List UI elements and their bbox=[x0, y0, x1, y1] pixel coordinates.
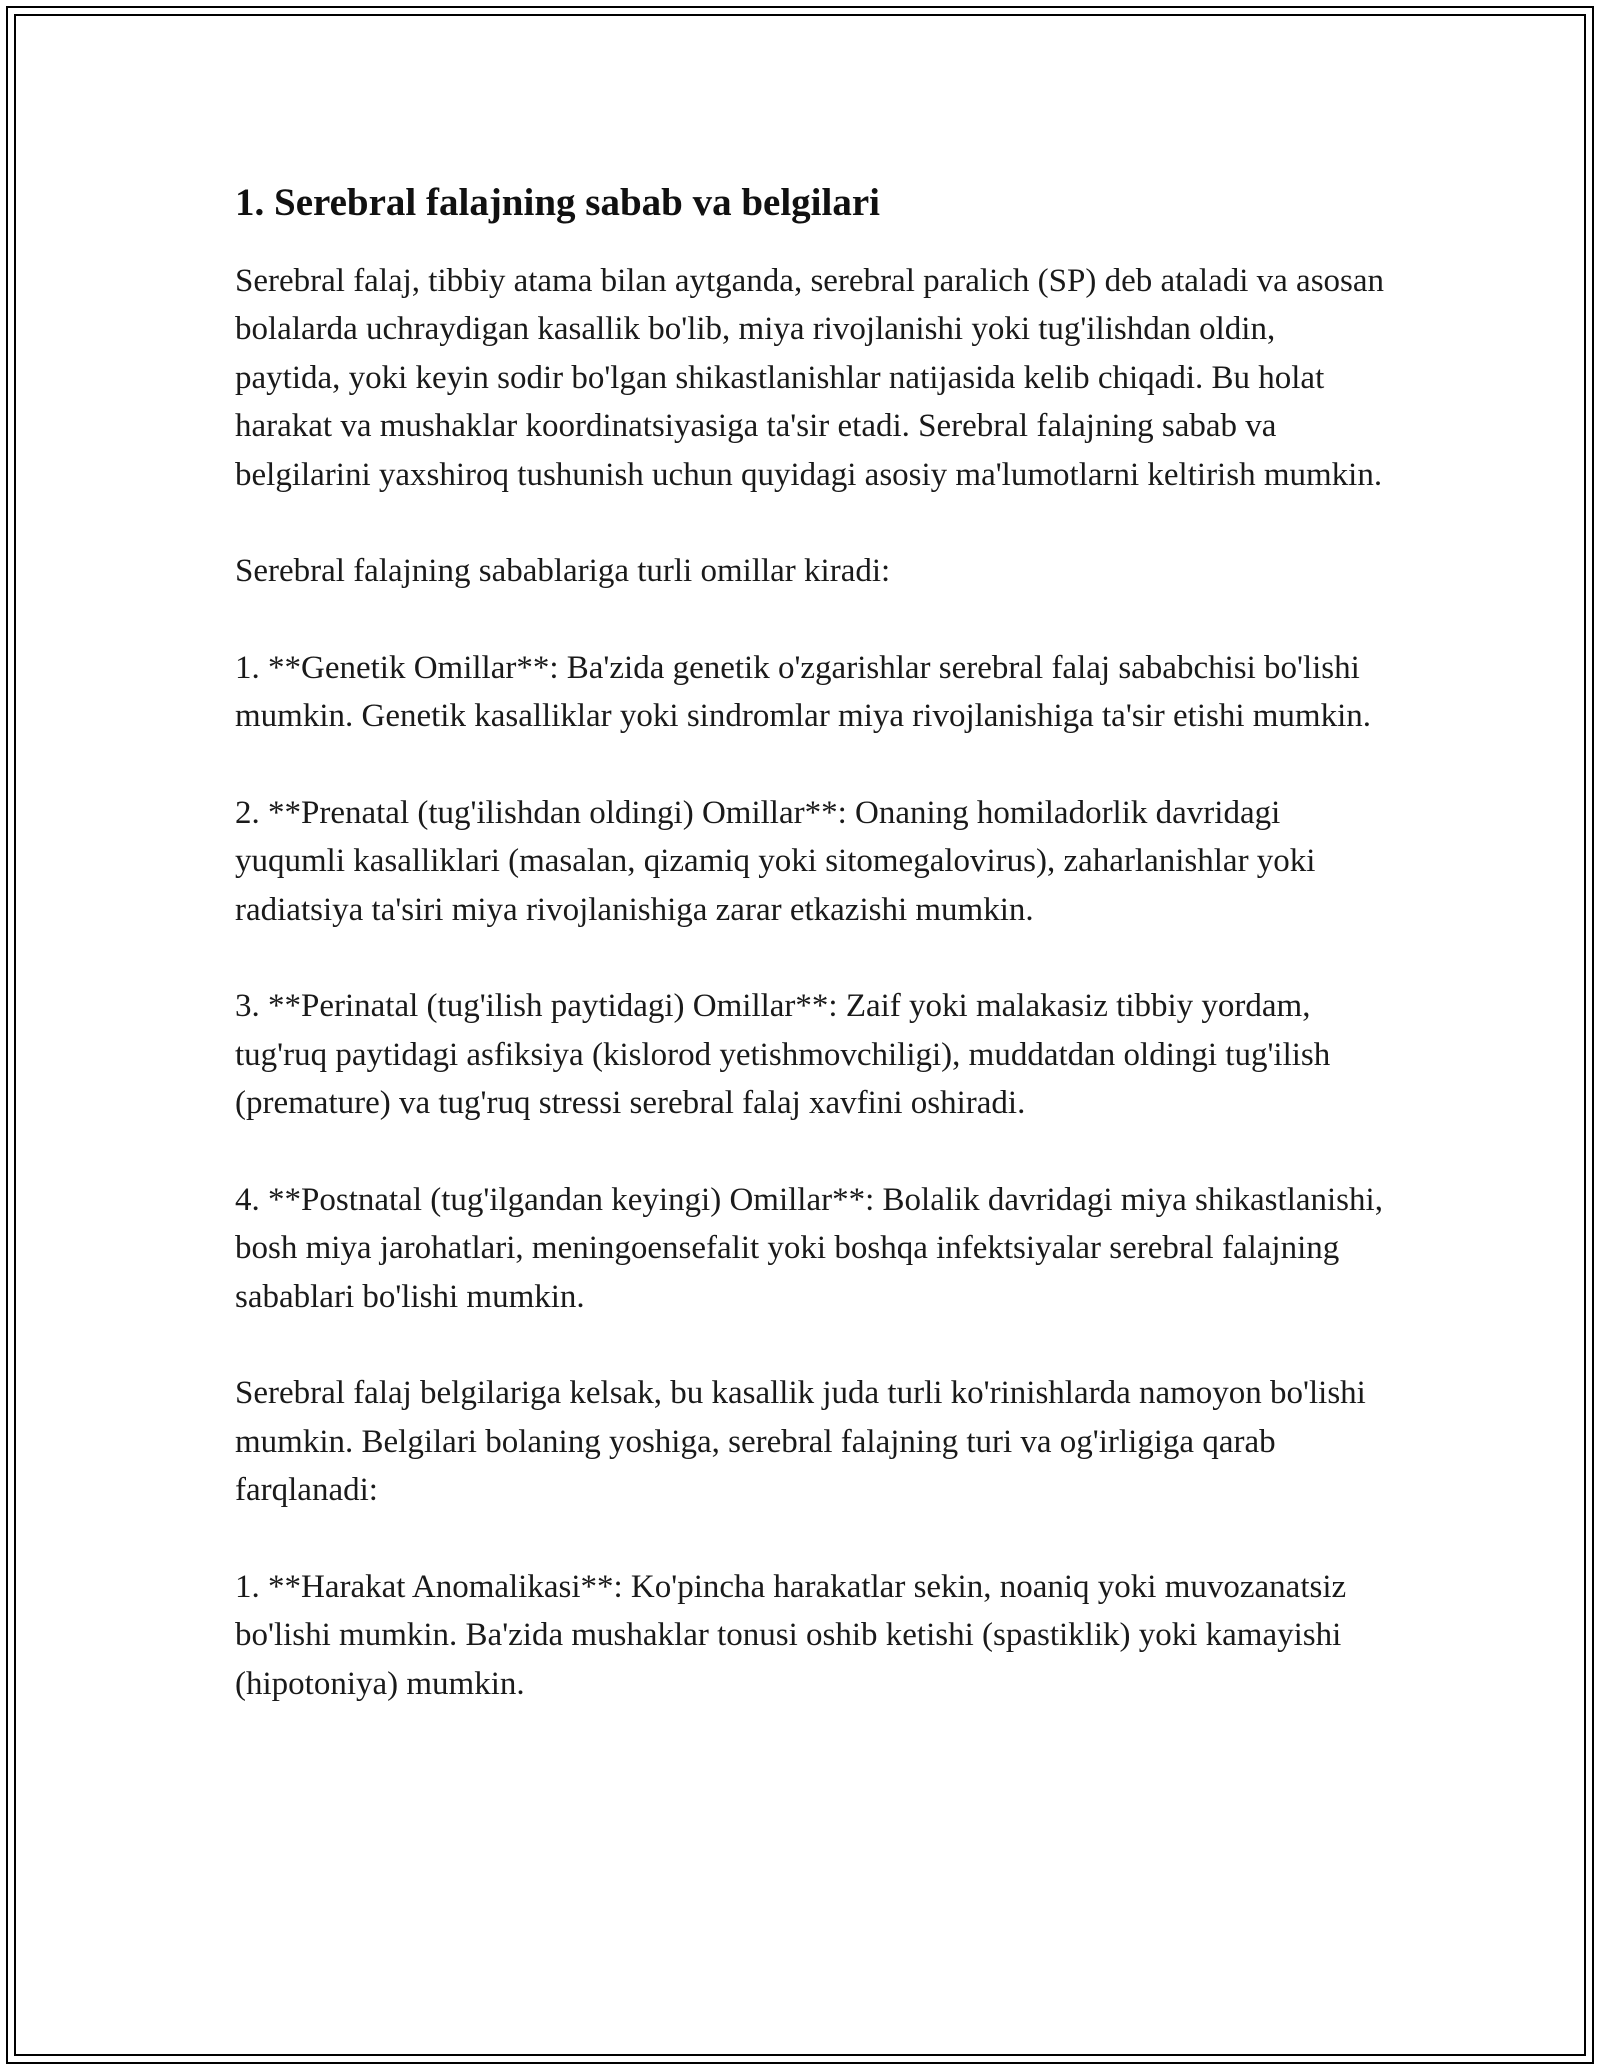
paragraph-movement-anomaly: 1. **Harakat Anomalikasi**: Ko'pincha harakatlar sekin, noaniq yoki muvozanatsiz bo'lishi mumkin. Ba'zida mushaklar tonusi oshib ketishi (spastiklik) yoki kamayishi (hipotoniya) mumkin. bbox=[235, 1568, 1347, 1702]
paragraph-prenatal-factors: 2. **Prenatal (tug'ilishdan oldingi) Omillar**: Onaning homiladorlik davridagi yuqumli kasalliklari (masalan, qizamiq yoki sitomegalovirus), zaharlanishlar yoki radiatsiya ta'siri miya rivojlanishiga zarar etkazishi mumkin. bbox=[235, 794, 1316, 928]
paragraph-postnatal-factors: 4. **Postnatal (tug'ilgandan keyingi) Omillar**: Bolalik davridagi miya shikastlanishi, bosh miya jarohatlari, meningoensefalit yoki boshqa infektsiyalar serebral falajning sabablari bo'lishi mumkin. bbox=[235, 1181, 1383, 1315]
document-title: 1. Serebral falajning sabab va belgilari bbox=[235, 181, 880, 224]
paragraph-genetic-factors: 1. **Genetik Omillar**: Ba'zida genetik o'zgarishlar serebral falaj sababchisi bo'lishi mumkin. Genetik kasalliklar yoki sindromlar miya rivojlanishiga ta'sir etishi mumkin. bbox=[235, 649, 1372, 735]
paragraph-intro: Serebral falaj, tibbiy atama bilan aytganda, serebral paralich (SP) deb ataladi va asosan bolalarda uchraydigan kasallik bo'lib, miya rivojlanishi yoki tug'ilishdan oldin, paytida, yoki keyin sodir bo'lgan shikastlanishlar natijasida kelib chiqadi. Bu holat harakat va mushaklar koordinatsiyasiga ta'sir etadi. Serebral falajning sabab va belgilarini yaxshiroq tushunish uchun quyidagi asosiy ma'lumotlarni keltirish mumkin. bbox=[235, 262, 1385, 493]
document-body bbox=[235, 178, 1385, 1756]
paragraph-perinatal-factors: 3. **Perinatal (tug'ilish paytidagi) Omillar**: Zaif yoki malakasiz tibbiy yordam, tug'ruq paytidagi asfiksiya (kislorod yetishmovchiligi), muddatdan oldingi tug'ilish (premature) va tug'ruq stressi serebral falaj xavfini oshiradi. bbox=[235, 988, 1331, 1122]
paragraph-causes-intro: Serebral falajning sabablariga turli omillar kiradi: bbox=[235, 553, 891, 590]
paragraph-symptoms-intro: Serebral falaj belgilariga kelsak, bu kasallik juda turli ko'rinishlarda namoyon bo'lishi mumkin. Belgilari bolaning yoshiga, serebral falajning turi va og'irligiga qarab farqlanadi: bbox=[235, 1375, 1366, 1509]
